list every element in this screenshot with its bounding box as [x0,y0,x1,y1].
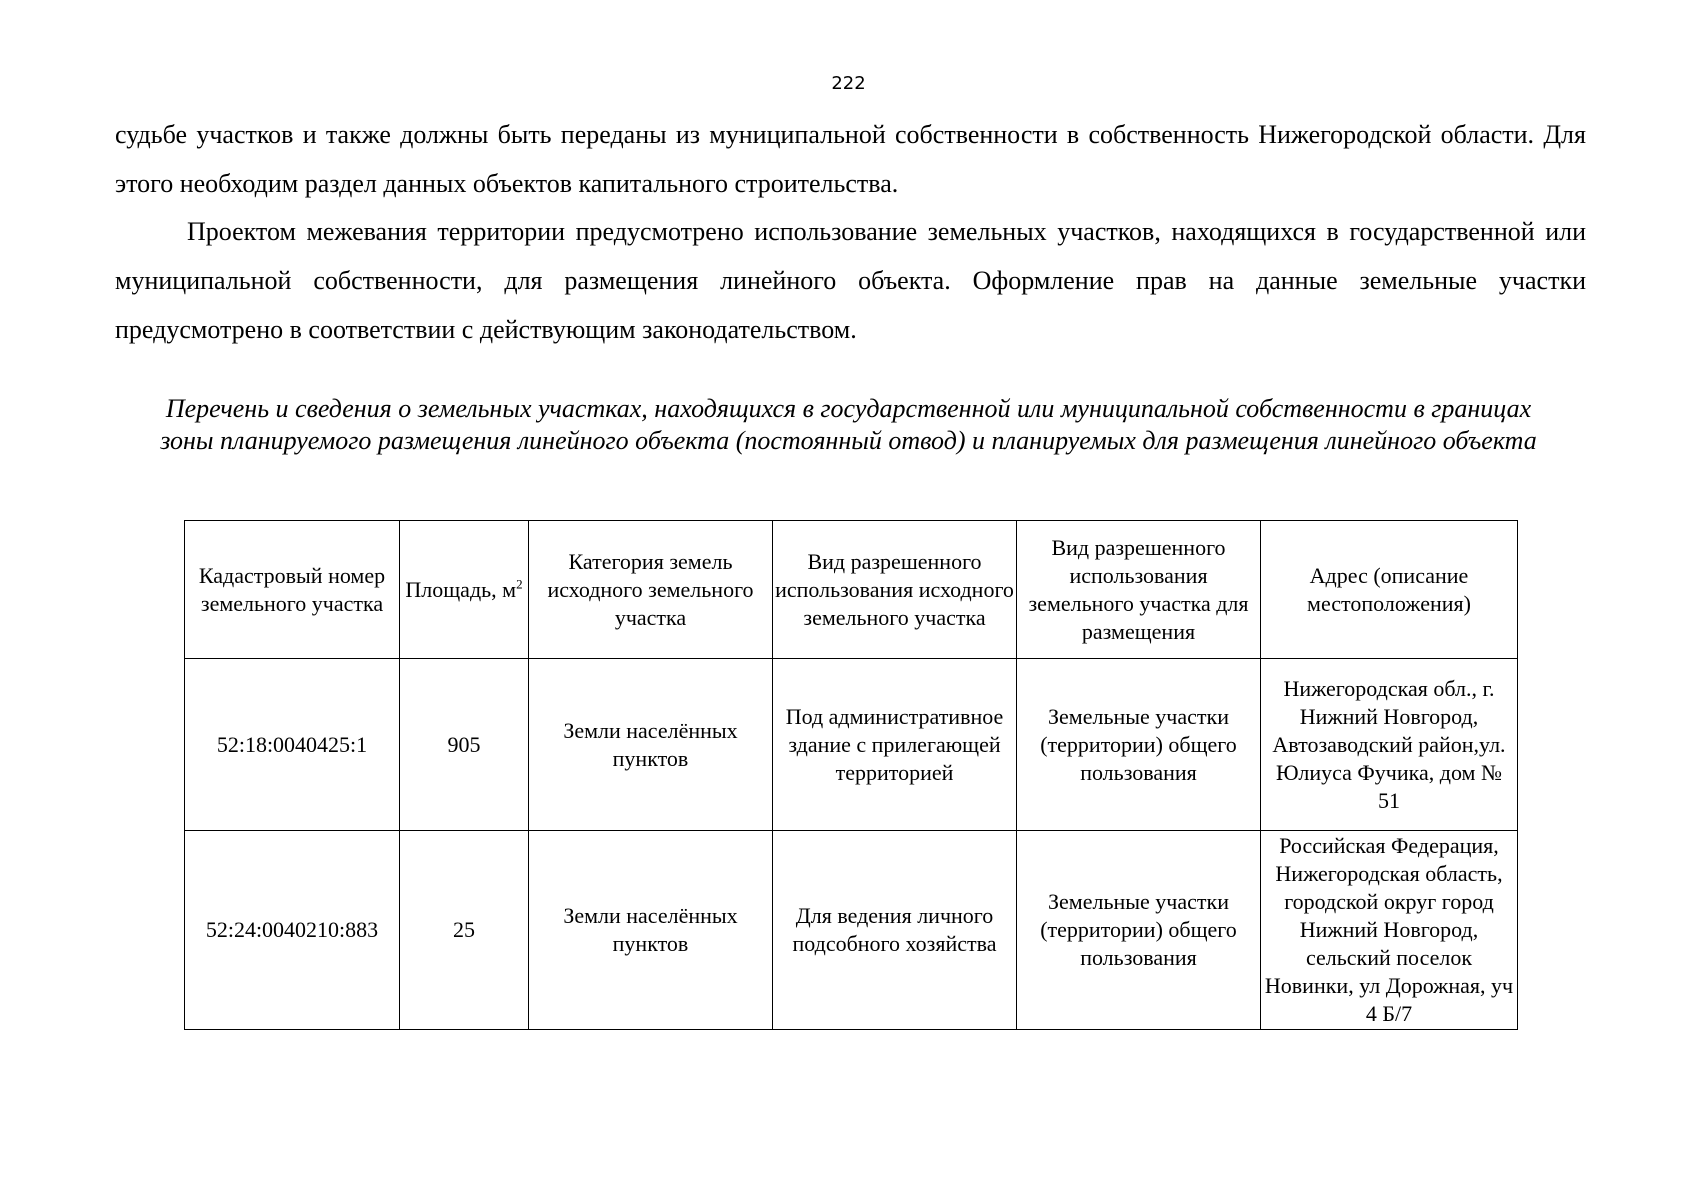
table-caption: Перечень и сведения о земельных участках, находящихся в государственной или муниципальной собственности в границах зоны планируемого размещения линейного объекта (постоянный отвод) и планируемых для размещения линейного объекта [160,394,1537,455]
header-address: Адрес (описание местоположения) [1261,521,1518,659]
header-area [400,521,529,659]
header-land-category: Категория земель исходного земельного участка [529,521,773,659]
header-cadastral-number: Кадастровый номер земельного участка [185,521,400,659]
cell-source-permitted-use: Для ведения личного подсобного хозяйства [773,831,1017,1030]
header-area-unit-exponent: 2 [516,576,523,592]
cell-source-permitted-use: Под административное здание с прилегающей территорией [773,659,1017,831]
cell-target-permitted-use: Земельные участки (территории) общего пользования [1017,831,1261,1030]
page-number: 222 [831,73,866,94]
cell-cadastral-number: 52:24:0040210:883 [185,831,400,1030]
cell-address: Российская Федерация, Нижегородская область, городской округ город Нижний Новгород, сельский поселок Новинки, ул Дорожная, уч 4 Б/7 [1261,831,1518,1030]
table-row [185,831,1518,1030]
table-row [185,659,1518,831]
cell-cadastral-number: 52:18:0040425:1 [185,659,400,831]
table-header-row [185,521,1518,659]
cell-target-permitted-use: Земельные участки (территории) общего пользования [1017,659,1261,831]
header-area-label: Площадь, м [405,576,517,602]
cell-area: 25 [400,831,529,1030]
header-target-permitted-use: Вид разрешенного использования земельного участка для размещения [1017,521,1261,659]
cell-address: Нижегородская обл., г. Нижний Новгород, Автозаводский район,ул. Юлиуса Фучика, дом № 51 [1261,659,1518,831]
land-plots-table [184,520,1518,1030]
header-source-permitted-use: Вид разрешенного использования исходного земельного участка [773,521,1017,659]
cell-area: 905 [400,659,529,831]
paragraph-survey-project: Проектом межевания территории предусмотрено использование земельных участков, находящихся в государственной или муниципальной собственности, для размещения линейного объекта. Оформление прав на данные земельные участки предусмотрено в соответствии с действующим законодательством. [115,217,1586,344]
paragraph-continuation: судьбе участков и также должны быть переданы из муниципальной собственности в собственность Нижегородской области. Для этого необходим раздел данных объектов капитального строительства. [115,120,1586,198]
cell-land-category: Земли населённых пунктов [529,831,773,1030]
cell-land-category: Земли населённых пунктов [529,659,773,831]
body-text [115,111,1586,355]
